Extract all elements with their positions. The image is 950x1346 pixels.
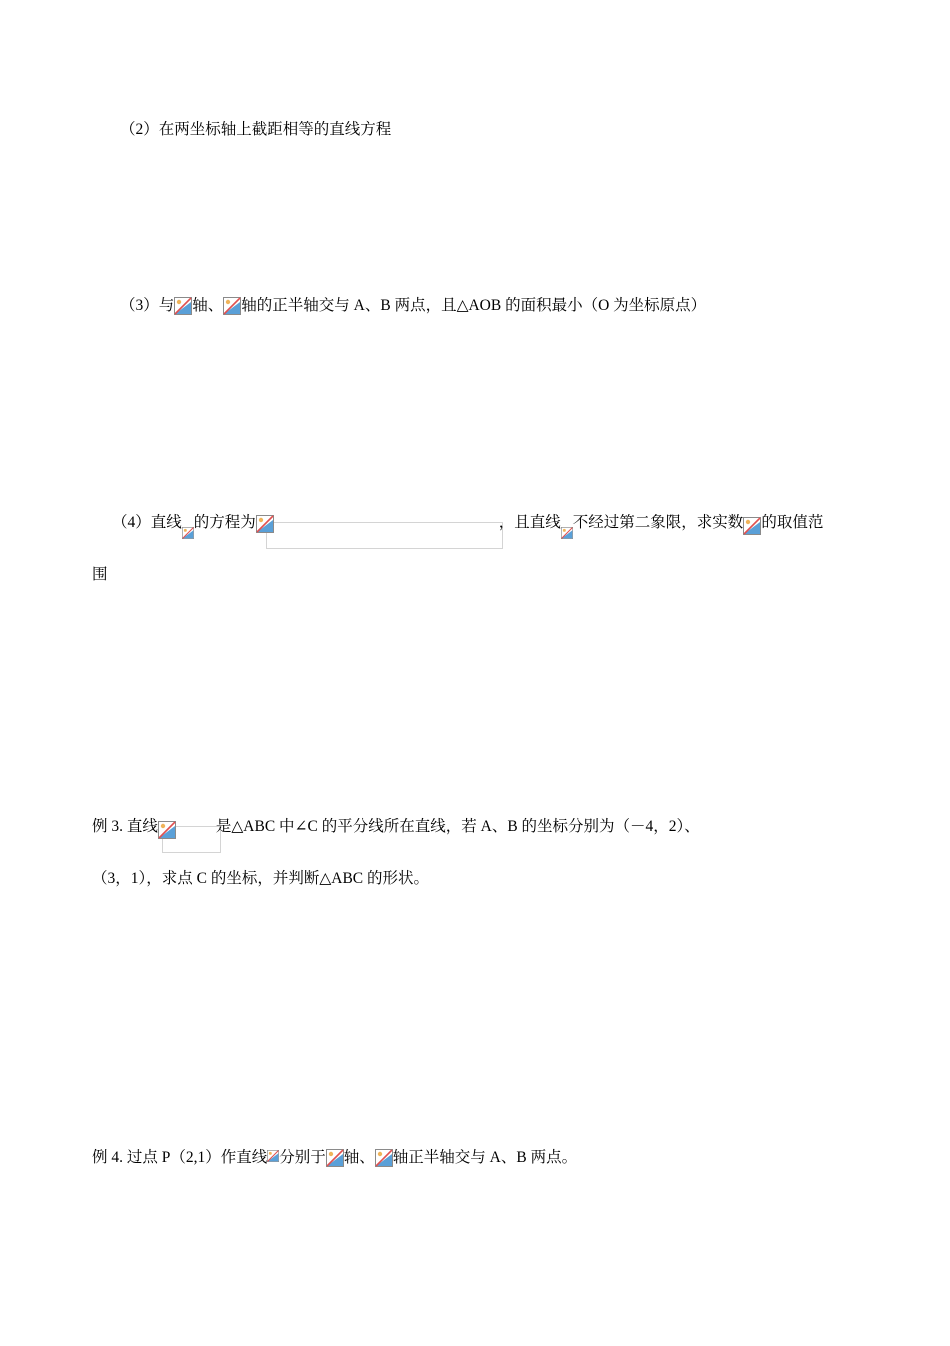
question-3-text-b: 轴、 bbox=[192, 297, 224, 314]
example-4-text-c: 轴、 bbox=[343, 1149, 375, 1166]
question-4-text-b: 的方程为 bbox=[193, 514, 256, 531]
question-3 bbox=[120, 295, 706, 317]
example-4-text-a: 例 4. 过点 P（2,1）作直线 bbox=[92, 1149, 268, 1166]
example-3-continued bbox=[92, 868, 429, 890]
broken-image-icon bbox=[174, 297, 192, 315]
broken-image-icon bbox=[158, 821, 176, 839]
question-4-text-c: ，且直线 bbox=[498, 514, 561, 531]
question-3-text-c: 轴的正半轴交与 A、B 两点，且△AOB 的面积最小（O 为坐标原点） bbox=[241, 297, 707, 314]
broken-image-icon bbox=[182, 515, 194, 539]
example-3-text-b: 是△ABC 中∠C 的平分线所在直线，若 A、B 的坐标分别为（－4，2）、 bbox=[215, 818, 700, 835]
broken-image-icon bbox=[223, 297, 241, 315]
question-2 bbox=[120, 119, 391, 141]
broken-image-icon bbox=[743, 517, 761, 535]
question-4-text-f: 围 bbox=[92, 566, 108, 583]
broken-image-icon bbox=[256, 515, 274, 533]
example-4-text-b: 分别于 bbox=[279, 1149, 326, 1166]
example-3-text-c: （3，1），求点 C 的坐标，并判断△ABC 的形状。 bbox=[92, 870, 430, 887]
question-4-text-e: 的取值范 bbox=[761, 514, 824, 531]
question-2-text: （2）在两坐标轴上截距相等的直线方程 bbox=[120, 121, 392, 138]
example-3 bbox=[92, 816, 700, 839]
question-4-text-a: （4）直线 bbox=[112, 514, 182, 531]
broken-image-icon bbox=[561, 515, 573, 539]
example-4-text-d: 轴正半轴交与 A、B 两点。 bbox=[392, 1149, 578, 1166]
broken-image-icon bbox=[375, 1149, 393, 1167]
broken-image-icon bbox=[326, 1149, 344, 1167]
example-3-text-a: 例 3. 直线 bbox=[92, 818, 158, 835]
question-4-text-d: 不经过第二象限，求实数 bbox=[572, 514, 744, 531]
example-4 bbox=[92, 1144, 577, 1169]
question-4-continued bbox=[92, 564, 108, 586]
broken-image-icon bbox=[267, 1144, 279, 1168]
question-4 bbox=[112, 512, 823, 539]
question-3-text-a: （3）与 bbox=[120, 297, 175, 314]
